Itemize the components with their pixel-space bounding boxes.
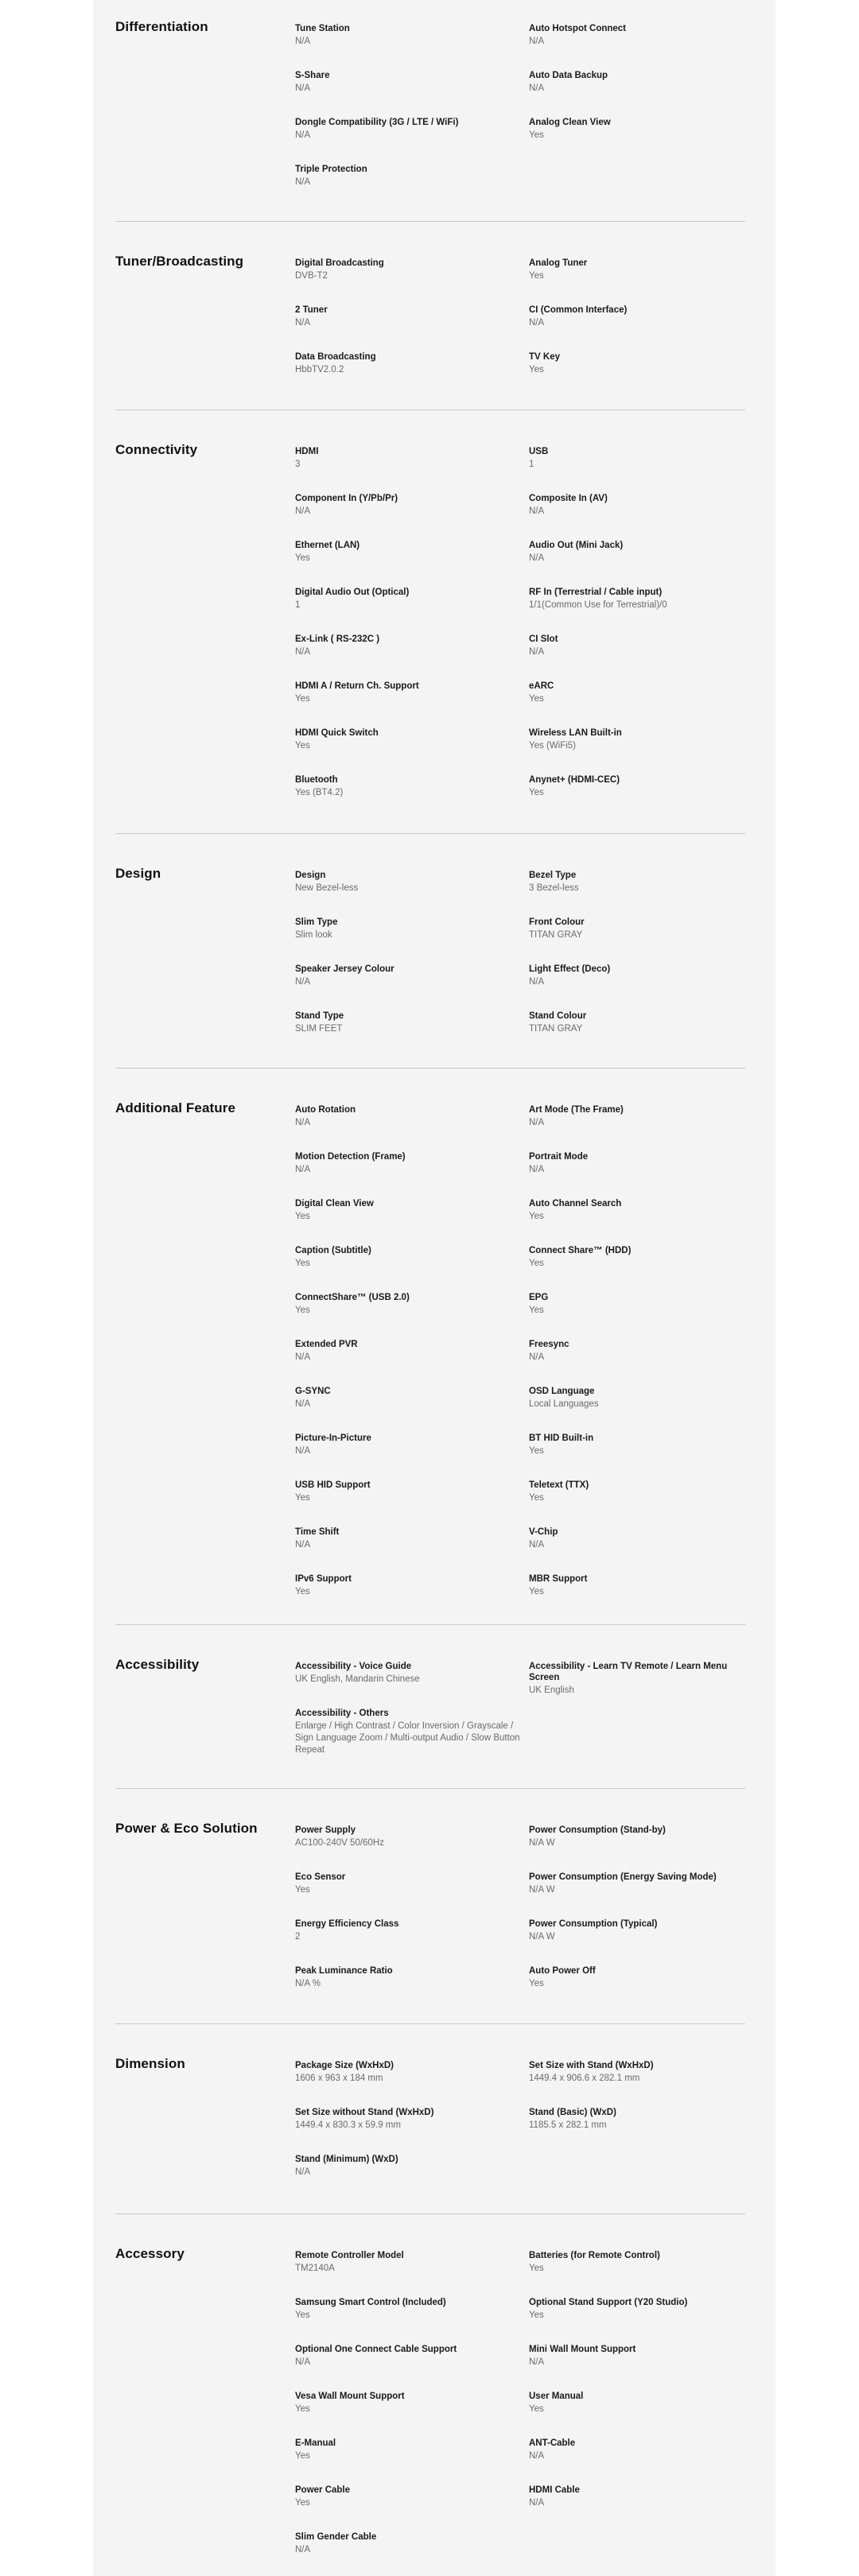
section-title: Design: [115, 866, 161, 881]
spec-label: Triple Protection: [295, 165, 367, 174]
spec-value: N/A: [295, 130, 311, 140]
spec-item: [295, 258, 526, 282]
spec-value: N/A: [295, 506, 311, 516]
spec-label: Time Shift: [295, 1527, 340, 1537]
spec-label: Accessibility - Voice Guide: [295, 1662, 412, 1671]
spec-item: [529, 1386, 760, 1410]
spec-value: N/A: [295, 2545, 311, 2555]
spec-item: [529, 1433, 760, 1457]
spec-label: Dongle Compatibility (3G / LTE / WiFi): [295, 118, 459, 127]
spec-label: Audio Out (Mini Jack): [529, 541, 624, 550]
section-divider: [115, 221, 745, 222]
spec-item: [529, 493, 760, 518]
section-title: Dimension: [115, 2056, 185, 2071]
spec-item: [295, 1151, 526, 1176]
spec-value: Yes: [295, 1587, 310, 1596]
spec-value: Yes: [295, 1885, 310, 1895]
spec-value: Enlarge / High Contrast / Color Inversion / Grayscale / Sign Language Zoom / Multi-output Audio / Slow Button Repeat: [295, 1721, 520, 1755]
spec-item: [295, 1011, 526, 1035]
section-divider: [115, 2023, 745, 2024]
spec-value: N/A: [529, 1352, 545, 1362]
spec-value: N/A: [295, 37, 311, 46]
spec-item: [529, 1104, 760, 1129]
spec-item: [295, 1527, 526, 1551]
spec-label: Analog Clean View: [529, 118, 611, 127]
spec-item: [295, 1872, 526, 1896]
spec-value: 1449.4 x 906.6 x 282.1 mm: [529, 2074, 640, 2083]
spec-label: HDMI Quick Switch: [295, 728, 379, 738]
spec-item: [295, 681, 526, 705]
spec-item: [529, 258, 760, 282]
spec-label: CI (Common Interface): [529, 305, 628, 315]
spec-value: Yes: [295, 741, 310, 751]
spec-item: [295, 2391, 526, 2415]
spec-label: Analog Tuner: [529, 258, 588, 268]
spec-label: Auto Power Off: [529, 1966, 596, 1976]
spec-label: Batteries (for Remote Control): [529, 2251, 660, 2260]
spec-label: BT HID Built-in: [529, 1433, 594, 1443]
spec-value: N/A: [295, 977, 311, 987]
spec-item: [295, 164, 526, 188]
section-divider: [115, 833, 745, 834]
spec-label: G-SYNC: [295, 1387, 331, 1396]
section-divider: [115, 1624, 745, 1625]
spec-item: [295, 540, 526, 564]
spec-item: [529, 2107, 760, 2132]
spec-item: [529, 727, 760, 752]
spec-value: 3 Bezel-less: [529, 883, 579, 893]
spec-value: N/A W: [529, 1932, 555, 1942]
spec-value: UK English, Mandarin Chinese: [295, 1674, 420, 1684]
section-divider: [115, 2213, 745, 2214]
spec-value: New Bezel-less: [295, 883, 359, 893]
spec-value: Yes: [295, 694, 310, 704]
spec-value: TM2140A: [295, 2264, 335, 2273]
spec-value: N/A %: [295, 1979, 321, 1988]
spec-item: [295, 117, 526, 142]
spec-item: [529, 70, 760, 95]
spec-value: N/A: [295, 1446, 311, 1456]
spec-label: HDMI A / Return Ch. Support: [295, 681, 419, 691]
spec-item: [529, 1339, 760, 1364]
spec-label: MBR Support: [529, 1574, 588, 1584]
spec-value: N/A: [529, 977, 545, 987]
section-title: Tuner/Broadcasting: [115, 254, 244, 269]
spec-value: Yes: [529, 365, 544, 374]
spec-value: Yes: [529, 788, 544, 797]
spec-item: [529, 2438, 760, 2462]
spec-value: N/A: [529, 83, 545, 93]
spec-value: N/A: [529, 318, 545, 328]
spec-label: E-Manual: [295, 2438, 336, 2448]
spec-value: Slim look: [295, 930, 332, 940]
section-divider: [115, 409, 745, 410]
spec-label: Accessibility - Others: [295, 1709, 389, 1718]
spec-value: 1606 x 963 x 184 mm: [295, 2074, 383, 2083]
spec-label: Freesync: [529, 1340, 569, 1349]
spec-label: TV Key: [529, 352, 560, 362]
spec-value: 2: [295, 1932, 301, 1942]
spec-item: [295, 1433, 526, 1457]
spec-item: [295, 351, 526, 376]
section-title: Connectivity: [115, 442, 198, 457]
section-title: Accessory: [115, 2246, 185, 2261]
spec-label: Stand Colour: [529, 1011, 587, 1021]
spec-value: Yes: [295, 1493, 310, 1503]
spec-value: AC100-240V 50/60Hz: [295, 1838, 384, 1848]
spec-item: [529, 1151, 760, 1176]
spec-value: Yes: [529, 271, 544, 281]
spec-label: Digital Clean View: [295, 1199, 374, 1208]
spec-value: N/A: [529, 2498, 545, 2508]
spec-value: 1/1(Common Use for Terrestrial)/0: [529, 600, 667, 610]
spec-item: [295, 70, 526, 95]
spec-value: Yes: [529, 694, 544, 704]
spec-item: [295, 964, 526, 988]
spec-label: Optional One Connect Cable Support: [295, 2345, 457, 2354]
spec-item: [295, 870, 526, 894]
spec-label: Data Broadcasting: [295, 352, 376, 362]
spec-label: Samsung Smart Control (Included): [295, 2298, 446, 2307]
spec-item: [295, 2438, 526, 2462]
spec-label: HDMI Cable: [529, 2485, 580, 2495]
spec-value: SLIM FEET: [295, 1024, 343, 1034]
spec-item: [295, 2485, 526, 2509]
spec-label: Power Consumption (Energy Saving Mode): [529, 1872, 717, 1882]
spec-item: [529, 2391, 760, 2415]
spec-item: [295, 1708, 526, 1756]
spec-label: ANT-Cable: [529, 2438, 576, 2448]
spec-label: Caption (Subtitle): [295, 1246, 371, 1255]
spec-label: Peak Luminance Ratio: [295, 1966, 393, 1976]
section-title: Additional Feature: [115, 1100, 236, 1115]
spec-value: Local Languages: [529, 1399, 599, 1409]
spec-item: [529, 305, 760, 329]
spec-value: N/A: [529, 1165, 545, 1174]
spec-value: Yes: [529, 2310, 544, 2320]
spec-item: [295, 1965, 526, 1990]
spec-value: 1185.5 x 282.1 mm: [529, 2120, 607, 2130]
spec-value: N/A: [529, 2357, 545, 2367]
spec-item: [529, 1198, 760, 1223]
spec-value: N/A: [529, 2451, 545, 2461]
spec-label: Auto Rotation: [295, 1105, 356, 1115]
spec-value: N/A: [295, 1352, 311, 1362]
spec-item: [529, 2344, 760, 2368]
spec-item: [295, 2297, 526, 2322]
spec-label: Ex-Link ( RS-232C ): [295, 634, 380, 644]
spec-item: [295, 23, 526, 48]
spec-value: N/A: [295, 318, 311, 328]
spec-value: N/A: [529, 647, 545, 657]
spec-label: ConnectShare™ (USB 2.0): [295, 1293, 410, 1302]
spec-value: 1: [295, 600, 301, 610]
spec-value: TITAN GRAY: [529, 930, 583, 940]
spec-label: HDMI: [295, 447, 319, 456]
spec-label: Package Size (WxHxD): [295, 2061, 394, 2070]
spec-value: N/A: [295, 1540, 311, 1550]
spec-label: EPG: [529, 1293, 549, 1302]
spec-label: Tune Station: [295, 24, 350, 33]
spec-item: [295, 727, 526, 752]
spec-label: Digital Broadcasting: [295, 258, 384, 268]
spec-value: Yes: [529, 1979, 544, 1988]
spec-item: [529, 446, 760, 471]
spec-item: [529, 1825, 760, 1849]
spec-label: V-Chip: [529, 1527, 558, 1537]
spec-item: [529, 2485, 760, 2509]
section-divider: [115, 1068, 745, 1069]
spec-item: [295, 446, 526, 471]
spec-label: 2 Tuner: [295, 305, 328, 315]
spec-value: Yes: [295, 2310, 310, 2320]
spec-label: Picture-In-Picture: [295, 1433, 371, 1443]
spec-value: Yes: [529, 1259, 544, 1268]
spec-value: N/A: [529, 1540, 545, 1550]
spec-item: [295, 1292, 526, 1317]
spec-label: Light Effect (Deco): [529, 964, 611, 974]
spec-label: Composite In (AV): [529, 494, 608, 503]
spec-item: [529, 2060, 760, 2085]
spec-value: N/A: [529, 553, 545, 563]
spec-value: Yes: [529, 2264, 544, 2273]
spec-item: [529, 2297, 760, 2322]
spec-item: [529, 917, 760, 941]
spec-item: [295, 2154, 526, 2178]
spec-value: Yes: [295, 2451, 310, 2461]
spec-value: N/A: [295, 647, 311, 657]
spec-item: [529, 681, 760, 705]
spec-item: [529, 964, 760, 988]
spec-value: Yes (BT4.2): [295, 788, 344, 797]
spec-label: Teletext (TTX): [529, 1480, 589, 1490]
spec-item: [529, 23, 760, 48]
spec-label: Motion Detection (Frame): [295, 1152, 406, 1162]
spec-item: [295, 1386, 526, 1410]
spec-value: Yes: [295, 1259, 310, 1268]
spec-value: Yes: [295, 553, 310, 563]
spec-value: HbbTV2.0.2: [295, 365, 344, 374]
spec-item: [295, 2531, 526, 2556]
spec-item: [529, 774, 760, 799]
spec-label: Auto Data Backup: [529, 71, 608, 80]
spec-item: [529, 117, 760, 142]
spec-value: Yes: [529, 1587, 544, 1596]
spec-value: Yes (WiFi5): [529, 741, 576, 751]
spec-value: N/A: [529, 37, 545, 46]
spec-label: S-Share: [295, 71, 330, 80]
spec-value: DVB-T2: [295, 271, 328, 281]
spec-item: [529, 1480, 760, 1504]
spec-item: [529, 1527, 760, 1551]
spec-value: N/A: [295, 2167, 311, 2177]
spec-label: OSD Language: [529, 1387, 595, 1396]
spec-value: Yes: [529, 1305, 544, 1315]
spec-label: Design: [295, 871, 326, 880]
spec-label: Remote Controller Model: [295, 2251, 404, 2260]
spec-value: N/A: [295, 177, 311, 187]
spec-item: [529, 1661, 760, 1697]
spec-item: [529, 1245, 760, 1270]
spec-value: 3: [295, 460, 301, 469]
spec-value: N/A: [529, 1118, 545, 1127]
spec-label: Vesa Wall Mount Support: [295, 2392, 405, 2401]
spec-item: [529, 2250, 760, 2275]
spec-label: USB: [529, 447, 549, 456]
spec-label: Power Consumption (Stand-by): [529, 1825, 666, 1835]
spec-label: Stand Type: [295, 1011, 344, 1021]
section-divider: [115, 1788, 745, 1789]
spec-value: N/A: [295, 1399, 311, 1409]
spec-item: [529, 1965, 760, 1990]
spec-item: [295, 1825, 526, 1849]
spec-item: [529, 870, 760, 894]
section-title: Differentiation: [115, 19, 208, 34]
spec-item: [295, 1573, 526, 1598]
spec-label: RF In (Terrestrial / Cable input): [529, 588, 663, 597]
spec-item: [529, 540, 760, 564]
spec-value: N/A: [295, 1165, 311, 1174]
spec-value: N/A: [295, 1118, 311, 1127]
spec-label: USB HID Support: [295, 1480, 371, 1490]
spec-item: [295, 1245, 526, 1270]
spec-label: Component In (Y/Pb/Pr): [295, 494, 398, 503]
spec-value: Yes: [529, 2404, 544, 2414]
spec-label: Wireless LAN Built-in: [529, 728, 622, 738]
spec-value: Yes: [295, 2404, 310, 2414]
spec-label: Optional Stand Support (Y20 Studio): [529, 2298, 688, 2307]
spec-label: eARC: [529, 681, 554, 691]
spec-value: N/A W: [529, 1885, 555, 1895]
spec-label: CI Slot: [529, 634, 558, 644]
spec-item: [295, 587, 526, 611]
section-title: Accessibility: [115, 1657, 200, 1672]
spec-item: [295, 1661, 526, 1686]
spec-label: Slim Type: [295, 918, 338, 927]
spec-label: Accessibility - Learn TV Remote / Learn Menu Screen: [529, 1662, 728, 1682]
spec-label: Power Consumption (Typical): [529, 1919, 658, 1929]
spec-label: Power Supply: [295, 1825, 356, 1835]
spec-value: Yes: [529, 1446, 544, 1456]
spec-item: [295, 1339, 526, 1364]
spec-label: Set Size with Stand (WxHxD): [529, 2061, 654, 2070]
spec-item: [295, 774, 526, 799]
spec-value: UK English: [529, 1686, 574, 1695]
spec-item: [529, 1011, 760, 1035]
spec-value: N/A W: [529, 1838, 555, 1848]
spec-label: Mini Wall Mount Support: [529, 2345, 636, 2354]
spec-item: [295, 2250, 526, 2275]
spec-label: Digital Audio Out (Optical): [295, 588, 410, 597]
spec-label: User Manual: [529, 2392, 584, 2401]
spec-label: Speaker Jersey Colour: [295, 964, 395, 974]
spec-value: 1: [529, 460, 534, 469]
spec-label: Set Size without Stand (WxHxD): [295, 2108, 434, 2117]
spec-label: Auto Channel Search: [529, 1199, 622, 1208]
spec-label: Power Cable: [295, 2485, 351, 2495]
spec-value: Yes: [295, 2498, 310, 2508]
spec-item: [529, 351, 760, 376]
spec-item: [529, 587, 760, 611]
spec-item: [295, 493, 526, 518]
spec-label: Art Mode (The Frame): [529, 1105, 624, 1115]
spec-label: Anynet+ (HDMI-CEC): [529, 775, 620, 785]
spec-item: [529, 1573, 760, 1598]
spec-label: IPv6 Support: [295, 1574, 352, 1584]
spec-value: 1449.4 x 830.3 x 59.9 mm: [295, 2120, 401, 2130]
spec-page: [93, 0, 775, 2576]
spec-item: [295, 305, 526, 329]
spec-value: N/A: [295, 83, 311, 93]
spec-item: [529, 1292, 760, 1317]
spec-label: Ethernet (LAN): [295, 541, 360, 550]
spec-value: Yes: [295, 1305, 310, 1315]
spec-item: [529, 1918, 760, 1943]
spec-value: Yes: [295, 1212, 310, 1221]
spec-item: [295, 2060, 526, 2085]
spec-value: Yes: [529, 130, 544, 140]
spec-item: [295, 2344, 526, 2368]
spec-value: N/A: [529, 506, 545, 516]
spec-value: Yes: [529, 1212, 544, 1221]
spec-label: Slim Gender Cable: [295, 2532, 377, 2542]
spec-item: [295, 1480, 526, 1504]
spec-label: Connect Share™ (HDD): [529, 1246, 632, 1255]
spec-value: Yes: [529, 1493, 544, 1503]
spec-item: [295, 2107, 526, 2132]
spec-label: Stand (Minimum) (WxD): [295, 2155, 398, 2164]
spec-label: Bluetooth: [295, 775, 338, 785]
spec-value: N/A: [295, 2357, 311, 2367]
spec-item: [529, 634, 760, 658]
spec-item: [295, 1104, 526, 1129]
spec-item: [529, 1872, 760, 1896]
spec-label: Portrait Mode: [529, 1152, 589, 1162]
spec-label: Eco Sensor: [295, 1872, 346, 1882]
spec-label: Energy Efficiency Class: [295, 1919, 399, 1929]
spec-label: Extended PVR: [295, 1340, 358, 1349]
spec-label: Bezel Type: [529, 871, 577, 880]
spec-item: [295, 1198, 526, 1223]
spec-item: [295, 1918, 526, 1943]
spec-item: [295, 634, 526, 658]
section-title: Power & Eco Solution: [115, 1821, 258, 1836]
spec-value: TITAN GRAY: [529, 1024, 583, 1034]
spec-label: Auto Hotspot Connect: [529, 24, 627, 33]
spec-item: [295, 917, 526, 941]
spec-label: Stand (Basic) (WxD): [529, 2108, 616, 2117]
spec-label: Front Colour: [529, 918, 585, 927]
